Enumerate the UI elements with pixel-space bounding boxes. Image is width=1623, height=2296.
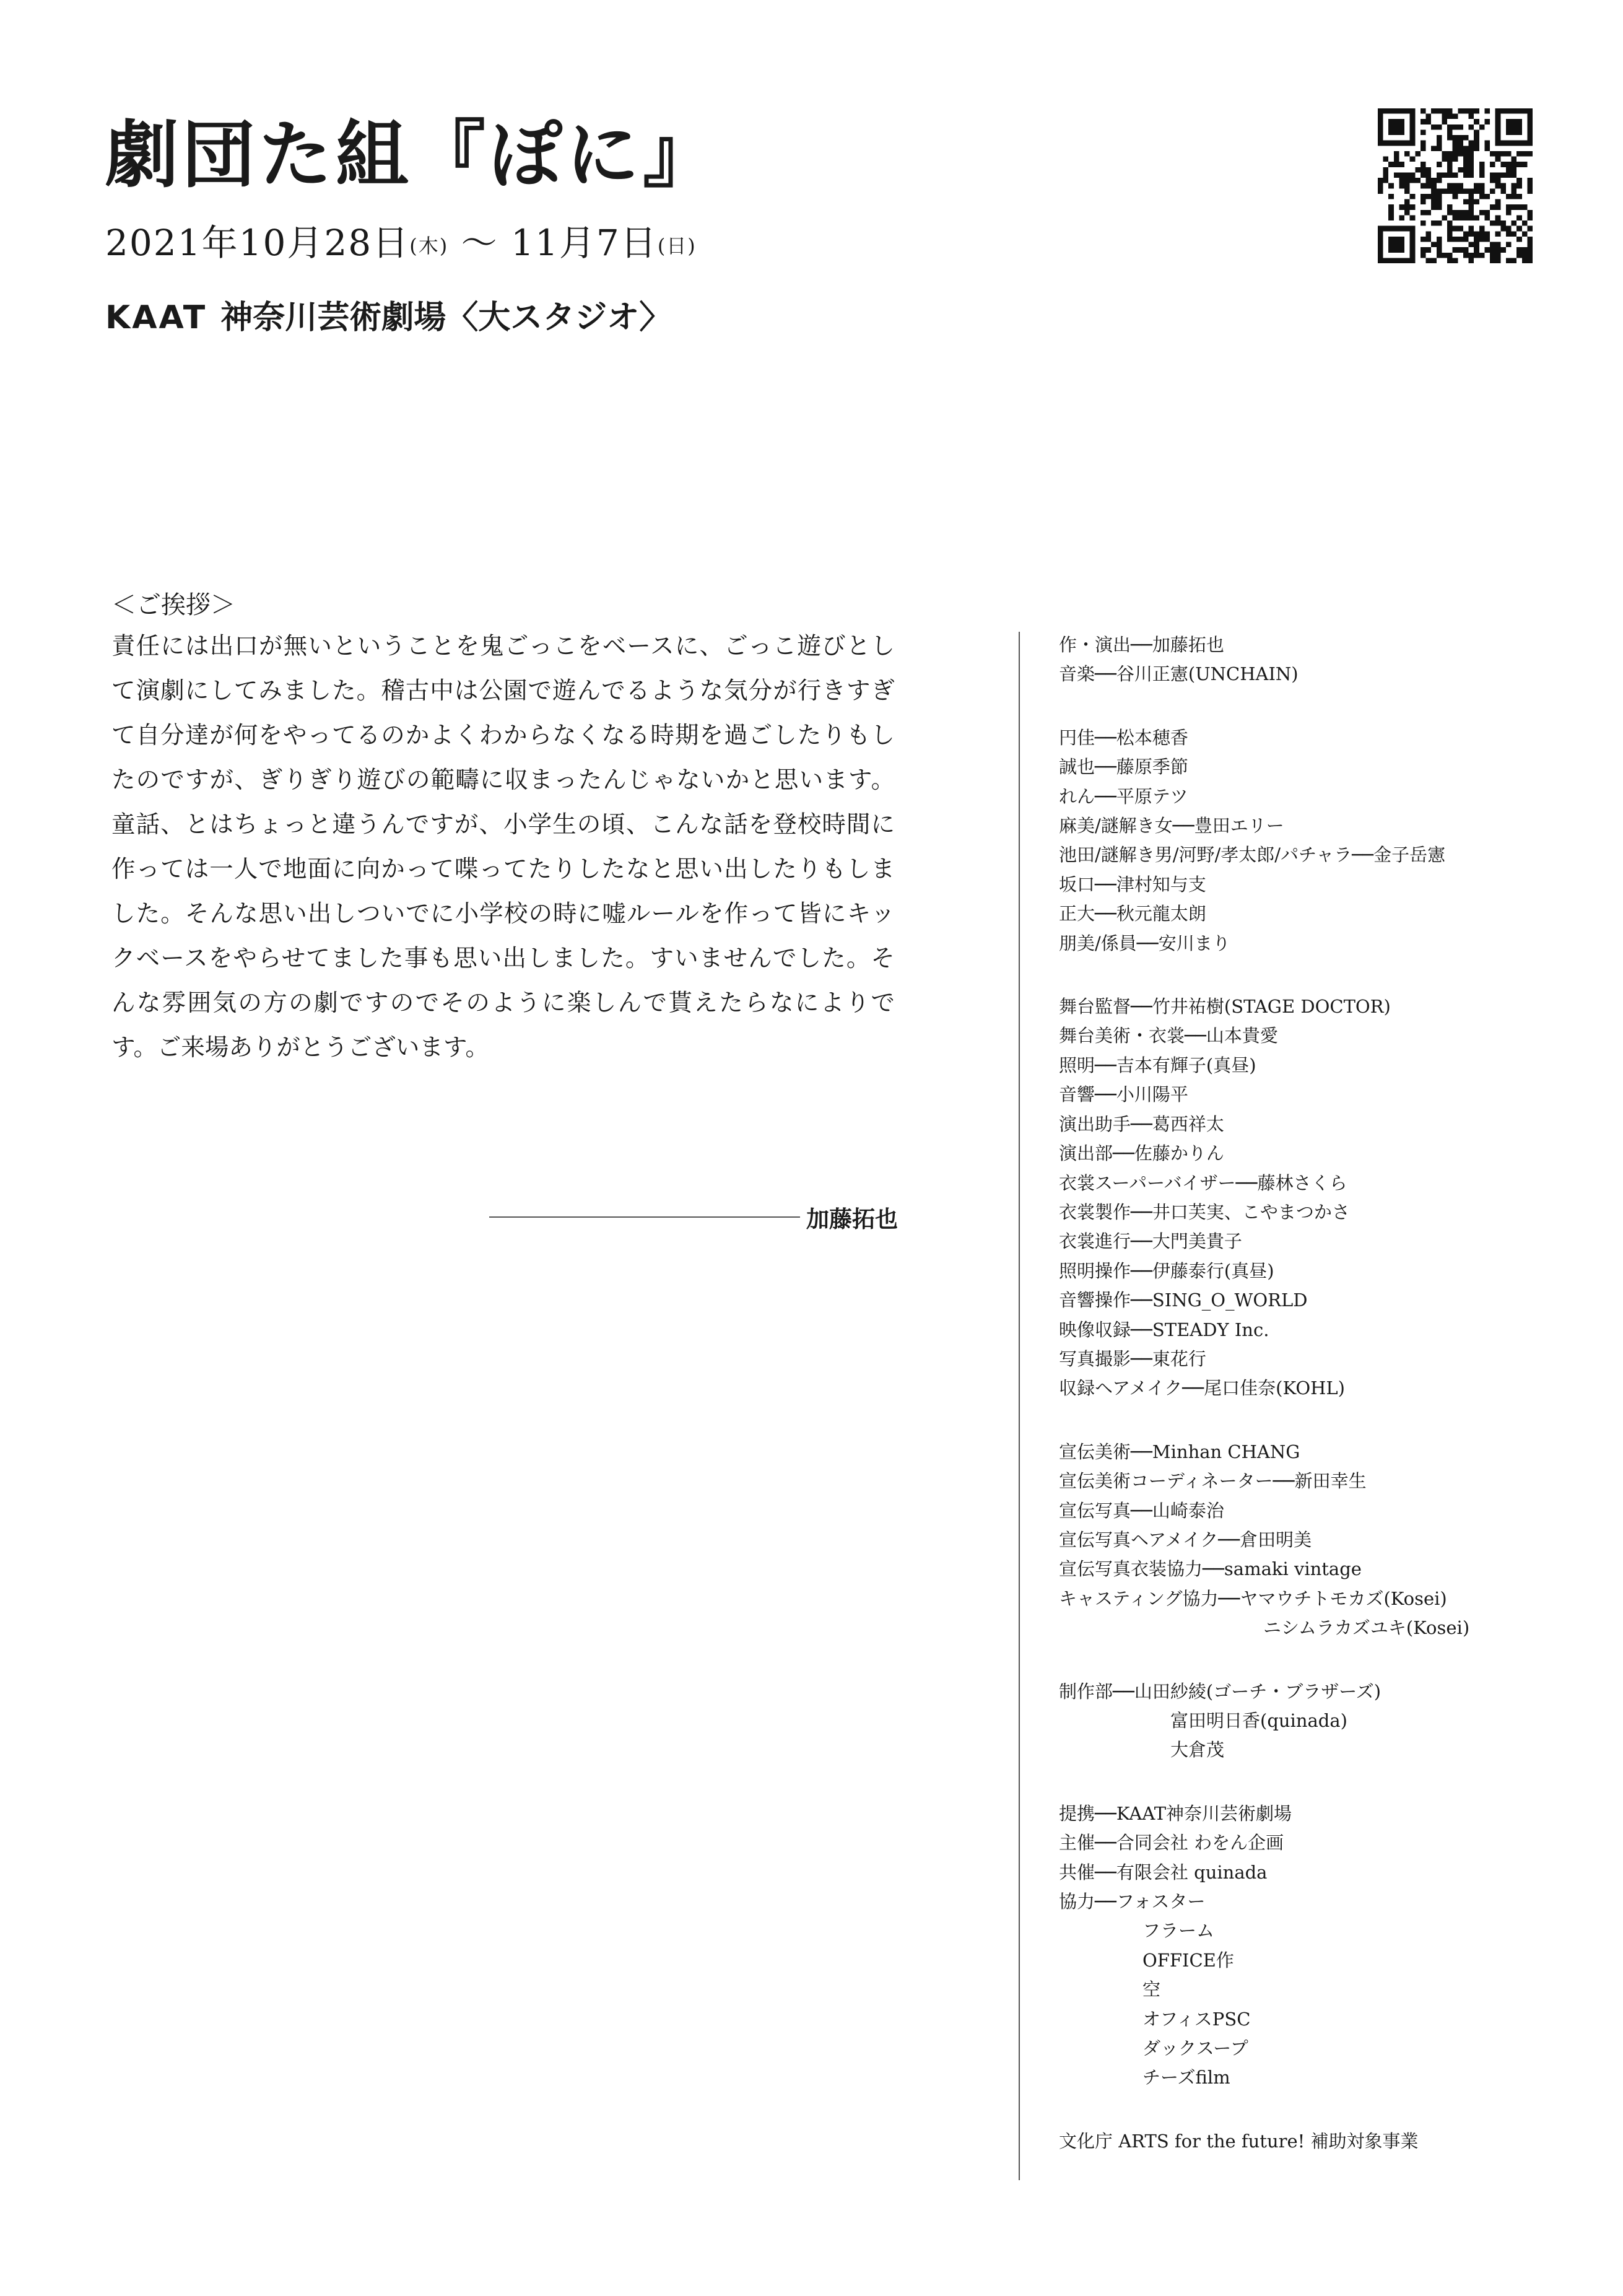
cooperation-line: チーズfilm bbox=[1142, 2067, 1230, 2089]
credits-creative bbox=[1059, 631, 1604, 689]
cooperation-line: フラーム bbox=[1142, 1920, 1215, 1942]
staff-line: 衣裳スーパーバイザー──藤林さくら bbox=[1059, 1172, 1347, 1194]
date-end-day: (日) bbox=[657, 234, 697, 258]
organizer-line: 協力──フォスター bbox=[1059, 1891, 1206, 1913]
publicity-line: キャスティング協力──ヤマウチトモカズ(Kosei) bbox=[1059, 1587, 1447, 1609]
credit-line: 音楽──谷川正憲(UNCHAIN) bbox=[1059, 663, 1299, 685]
staff-line: 写真撮影──東花行 bbox=[1059, 1348, 1206, 1369]
greeting-heading: ＜ご挨拶＞ bbox=[111, 591, 235, 619]
page-title: 劇団た組『ぽに』 bbox=[105, 111, 720, 198]
organizer-line: 共催──有限会社 quinada bbox=[1059, 1861, 1268, 1883]
cast-line: 池田/謎解き男/河野/孝太郎/パチャラ──金子岳憲 bbox=[1059, 844, 1446, 866]
cast-line: 誠也──藤原季節 bbox=[1059, 756, 1188, 778]
signature bbox=[489, 1200, 898, 1234]
production-line: 富田明日香(quinada) bbox=[1170, 1710, 1347, 1731]
staff-line: 音響──小川陽平 bbox=[1059, 1084, 1188, 1106]
staff-line: 映像収録──STEADY Inc. bbox=[1059, 1319, 1269, 1340]
staff-line: 舞台監督──竹井祐樹(STAGE DOCTOR) bbox=[1059, 996, 1391, 1018]
date-start-day: (木) bbox=[409, 234, 449, 258]
staff-line: 照明──吉本有輝子(真昼) bbox=[1059, 1054, 1256, 1076]
date-separator: 〜 bbox=[461, 222, 498, 264]
grant-line: 文化庁 ARTS for the future! 補助対象事業 bbox=[1059, 2130, 1419, 2152]
credits-production bbox=[1059, 1677, 1604, 1765]
publicity-line: ニシムラカズユキ(Kosei) bbox=[1263, 1617, 1470, 1639]
publicity-line: 宣伝写真──山崎泰治 bbox=[1059, 1499, 1224, 1521]
cooperation-line: OFFICE作 bbox=[1142, 1949, 1234, 1971]
publicity-line: 宣伝美術──Minhan CHANG bbox=[1059, 1441, 1300, 1462]
cooperation-line: ダックスープ bbox=[1142, 2038, 1248, 2059]
performance-dates bbox=[105, 214, 697, 266]
venue-brand: KAAT bbox=[105, 299, 207, 336]
publicity-line: 宣伝写真衣装協力──samaki vintage bbox=[1059, 1558, 1362, 1580]
organizer-line: 主催──合同会社 わをん企画 bbox=[1059, 1832, 1284, 1854]
staff-line: 舞台美術・衣裳──山本貴愛 bbox=[1059, 1025, 1278, 1047]
cast-line: 麻美/謎解き女──豊田エリー bbox=[1059, 815, 1284, 837]
staff-line: 衣裳製作──井口芙実、こやまつかさ bbox=[1059, 1201, 1350, 1223]
production-line: 大倉茂 bbox=[1170, 1739, 1225, 1761]
cast-line: 坂口──津村知与支 bbox=[1059, 873, 1206, 895]
credits-publicity bbox=[1059, 1438, 1604, 1643]
column-divider bbox=[1019, 632, 1020, 2180]
staff-line: 音響操作──SING_O_WORLD bbox=[1059, 1290, 1308, 1311]
production-line: 制作部──山田紗綾(ゴーチ・ブラザーズ) bbox=[1059, 1680, 1382, 1702]
signature-name: 加藤拓也 bbox=[806, 1205, 898, 1233]
staff-line: 照明操作──伊藤泰行(真昼) bbox=[1059, 1260, 1274, 1281]
cast-line: 円佳──松本穂香 bbox=[1059, 727, 1188, 748]
publicity-line: 宣伝美術コーディネーター──新田幸生 bbox=[1059, 1470, 1367, 1492]
staff-line: 演出部──佐藤かりん bbox=[1059, 1143, 1224, 1164]
cast-line: 朋美/係員──安川まり bbox=[1059, 932, 1230, 954]
cast-line: 正大──秋元龍太朗 bbox=[1059, 903, 1206, 925]
publicity-line: 宣伝写真ヘアメイク──倉田明美 bbox=[1059, 1529, 1312, 1550]
credits-staff bbox=[1059, 992, 1604, 1403]
credits-organizers bbox=[1059, 1799, 1604, 2093]
credit-line: 作・演出──加藤拓也 bbox=[1059, 634, 1224, 655]
staff-line: 衣裳進行──大門美貴子 bbox=[1059, 1231, 1242, 1252]
date-end: 11月7日 bbox=[511, 222, 658, 264]
greeting-body: 責任には出口が無いということを鬼ごっこをベースに、ごっこ遊びとして演劇にしてみました。稽古中は公園で遊んでるような気分が行きすぎて自分達が何をやってるのかよくわからなくなる時期を過ごしたりもしたのですが、ぎりぎり遊びの範疇に収まったんじゃないかと思います。童話、とはちょっと違うんですが、小学生の頃、こんな話を登校時間に作っては一人で地面に向かって喋ってたりしたなと思い出したりもしました。そんな思い出しついでに小学校の時に嘘ルールを作って皆にキックベースをやらせてました事も思い出しました。すいませんでした。そんな雰囲気の方の劇ですのでそのように楽しんで貰えたらなによりです。ご来場ありがとうございます。 bbox=[111, 632, 895, 1062]
staff-line: 収録ヘアメイク──尾口佳奈(KOHL) bbox=[1059, 1377, 1345, 1399]
organizer-line: 提携──KAAT神奈川芸術劇場 bbox=[1059, 1802, 1292, 1824]
cooperation-line: オフィスPSC bbox=[1142, 2008, 1251, 2030]
cast-line: れん──平原テツ bbox=[1059, 785, 1188, 807]
cooperation-line: 空 bbox=[1142, 1979, 1161, 2001]
credits-cast bbox=[1059, 723, 1604, 958]
venue-name: 神奈川芸術劇場〈大スタジオ〉 bbox=[220, 299, 672, 336]
credits bbox=[1059, 631, 1604, 2156]
venue bbox=[105, 291, 671, 338]
staff-line: 演出助手──葛西祥太 bbox=[1059, 1113, 1224, 1135]
date-start: 2021年10月28日 bbox=[105, 222, 410, 264]
qr-code-icon[interactable] bbox=[1378, 108, 1533, 263]
signature-rule bbox=[489, 1216, 800, 1218]
